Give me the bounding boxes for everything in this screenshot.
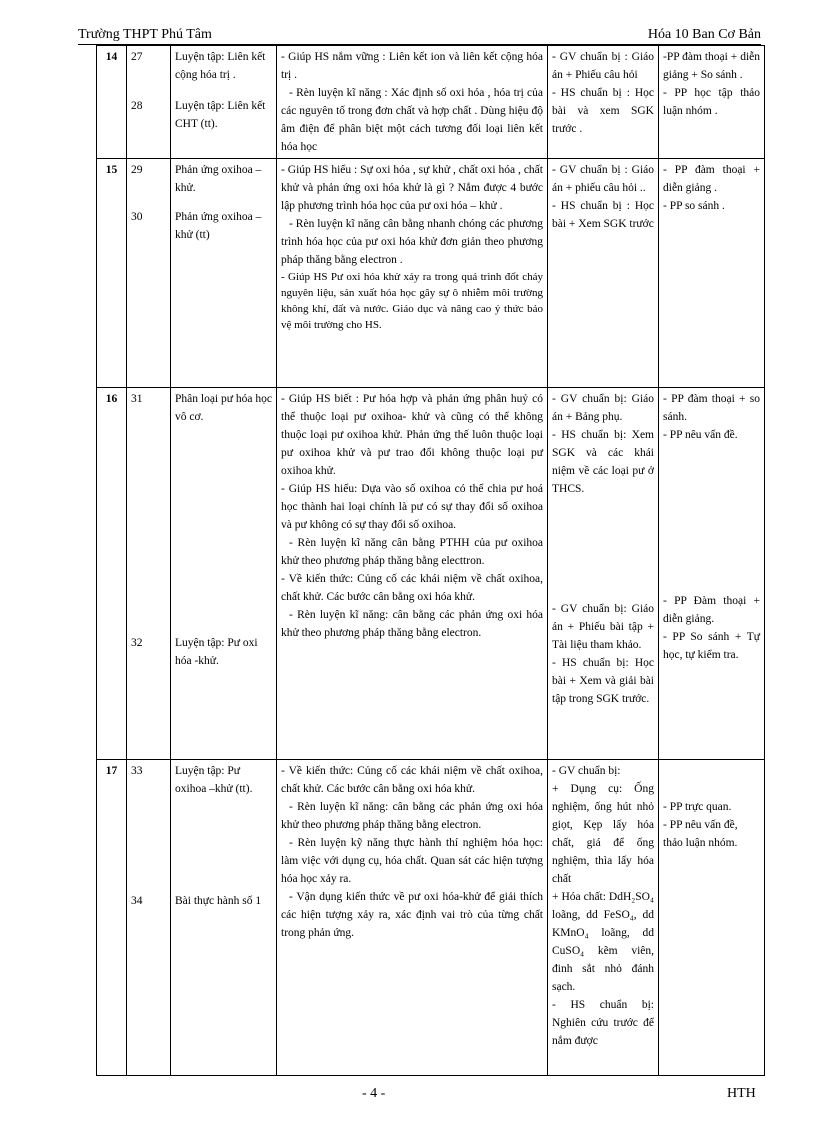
lesson-number: 34 bbox=[131, 895, 143, 907]
lesson-titles bbox=[171, 46, 277, 159]
lesson-numbers bbox=[127, 388, 171, 760]
page-header bbox=[78, 26, 761, 45]
lesson-number: 32 bbox=[131, 637, 143, 649]
lesson-title: Luyện tập: Liên kết cộng hóa trị . bbox=[175, 51, 266, 81]
lesson-title: Luyện tập: Pư oxihoa –khử (tt). bbox=[175, 765, 253, 795]
prep-text: - GV chuẩn bị : Giáo án + Phiếu câu hỏi bbox=[552, 51, 654, 81]
objective-text: - Rèn luyện kĩ năng cân bằng PTHH của pư oxihoa khử theo phương pháp thăng bằng electtron. bbox=[281, 537, 543, 567]
objective-text: - Giúp HS biết : Pư hóa hợp và phản ứng phân huỷ có thể thuộc loại pư oxihoa- khử và cũng có thể không thuộc loại pư oxihoa khử. Phản ứng thế luôn thuộc loại pư oxihoa khử và pư trao đổi không thuộc loại pư oxihoa khử. bbox=[281, 393, 543, 477]
page-number: - 4 - bbox=[362, 1086, 386, 1101]
lesson-title: Luyện tập: Pư oxi hóa -khử. bbox=[175, 637, 258, 667]
objective-text: - Rèn luyện kĩ năng: cân bằng các phản ứng oxi hóa khử theo phương pháp thăng bằng electron. bbox=[281, 609, 543, 639]
objective-text: - Giúp HS nắm vững : Liên kết ion và liên kết cộng hóa trị . bbox=[281, 51, 543, 81]
prep-text: - HS chuẩn bị: Nghiên cứu trước để nắm được bbox=[552, 999, 654, 1047]
week-number: 17 bbox=[97, 760, 127, 1076]
week-number: 14 bbox=[97, 46, 127, 159]
lesson-number: 28 bbox=[131, 100, 143, 112]
week-row bbox=[97, 760, 765, 1076]
lesson-numbers bbox=[127, 760, 171, 1076]
objective-text: - Giúp HS hiểu : Sự oxi hóa , sự khử , chất oxi hóa , chất khử và phản ứng oxi hóa khử là gì ? Nắm được 4 bước lập phương trình hóa học của pư oxi hóa – khử . bbox=[281, 164, 543, 212]
preparation bbox=[548, 46, 659, 159]
method-text: - PP học tập thảo luận nhóm . bbox=[663, 87, 760, 117]
lesson-number: 27 bbox=[131, 51, 143, 63]
objective-text: - Vận dụng kiến thức về pư oxi hóa-khử để giải thích các hiện tượng xảy ra, xác định vai trò của từng chất trong phản ứng. bbox=[281, 891, 543, 939]
lesson-title: Phản ứng oxihoa –khử (tt) bbox=[175, 211, 262, 241]
preparation bbox=[548, 760, 659, 1076]
objective-text: - Rèn luyện kĩ năng : Xác định số oxi hóa , hóa trị của các nguyên tố trong đơn chất và hợp chất . Dùng hiệu độ âm điện để phân biệt một cách tương đối loại liên kết hóa học bbox=[281, 87, 543, 153]
prep-text: - GV chuẩn bị: bbox=[552, 765, 621, 777]
method-text: - PP so sánh . bbox=[663, 200, 725, 212]
lesson-numbers bbox=[127, 46, 171, 159]
lesson-titles bbox=[171, 388, 277, 760]
course-name: Hóa 10 Ban Cơ Bản bbox=[647, 27, 761, 42]
method-text: - PP nêu vấn đề. bbox=[663, 429, 738, 441]
lesson-objectives bbox=[277, 159, 548, 388]
lesson-plan-table bbox=[96, 45, 765, 1076]
author-initials: HTH bbox=[727, 1086, 756, 1101]
teaching-methods bbox=[659, 760, 765, 1076]
objective-text: - Về kiến thức: Củng cố các khái niệm về chất oxihoa, chất khử. Các bước cân bằng oxi hóa khử. bbox=[281, 765, 543, 795]
preparation bbox=[548, 388, 659, 760]
objective-text: - Về kiến thức: Củng cố các khái niệm về chất oxihoa, chất khử. Các bước cân bằng oxi hóa khử. bbox=[281, 573, 543, 603]
prep-text: - HS chuẩn bị : Học bài và xem SGK trước . bbox=[552, 87, 654, 135]
method-text: - PP nêu vấn đề, thảo luận nhóm. bbox=[663, 819, 738, 849]
method-text: - PP đàm thoại + diễn giảng . bbox=[663, 164, 760, 194]
lesson-titles bbox=[171, 159, 277, 388]
week-row bbox=[97, 159, 765, 388]
objective-text: - Giúp HS hiểu: Dựa vào số oxihoa có thể chia pư hoá học thành hai loại chính là pư có sự thay đổi số oxihoa và pư không có sự thay đổi số oxihoa. bbox=[281, 483, 543, 531]
lesson-title: Luyện tập: Liên kết CHT (tt). bbox=[175, 100, 266, 130]
lesson-title: Bài thực hành số 1 bbox=[175, 895, 262, 907]
prep-text: - HS chuẩn bị: Xem SGK và các khái niệm về các loại pư ở THCS. bbox=[552, 429, 654, 495]
objective-text: - Rèn luyện kĩ năng: cân bằng các phản ứng oxi hóa khử theo phương pháp thăng bằng electron. bbox=[281, 801, 543, 831]
prep-text: + Dụng cụ: Ống nghiệm, ống hút nhỏ giọt, Kẹp lấy hóa chất, giá để ống nghiệm, thìa lấy hóa chất bbox=[552, 783, 654, 885]
preparation bbox=[548, 159, 659, 388]
lesson-numbers bbox=[127, 159, 171, 388]
lesson-titles bbox=[171, 760, 277, 1076]
objective-text: - Rèn luyện kỹ năng thực hành thí nghiệm hóa học: làm việc với dụng cụ, hóa chất. Quan sát các hiện tượng hóa học xảy ra. bbox=[281, 837, 543, 885]
objective-text: - Rèn luyện kĩ năng cân bằng nhanh chóng các phương trình hóa học của pư oxi hóa khử đơn giản theo phương pháp thăng bằng electron . bbox=[281, 218, 543, 266]
method-text: - PP Đàm thoại + diễn giảng. bbox=[663, 595, 760, 625]
lesson-title: Phản ứng oxihoa –khử. bbox=[175, 164, 262, 194]
method-text: - PP đàm thoại + so sánh. bbox=[663, 393, 760, 423]
lesson-objectives bbox=[277, 46, 548, 159]
week-number: 15 bbox=[97, 159, 127, 388]
lesson-number: 33 bbox=[131, 765, 143, 777]
lesson-title: Phân loại pư hóa học vô cơ. bbox=[175, 393, 272, 423]
week-number: 16 bbox=[97, 388, 127, 760]
week-row bbox=[97, 388, 765, 760]
teaching-methods bbox=[659, 159, 765, 388]
week-row bbox=[97, 46, 765, 159]
lesson-objectives bbox=[277, 760, 548, 1076]
prep-text: - GV chuẩn bị: Giáo án + Phiếu bài tập + Tài liệu tham khảo. bbox=[552, 603, 654, 651]
teaching-methods bbox=[659, 388, 765, 760]
school-name: Trường THPT Phú Tâm bbox=[78, 27, 212, 42]
lesson-number: 29 bbox=[131, 164, 143, 176]
objective-text: - Giúp HS Pư oxi hóa khử xảy ra trong quá trình đốt cháy nguyên liệu, sản xuất hóa học gây sự ô nhiễm môi trường không khí, đất và nước. Giáo dục và nâng cao ý thức bảo vệ môi trường cho HS. bbox=[281, 271, 543, 331]
method-text: -PP đàm thoại + diễn giảng + So sánh . bbox=[663, 51, 760, 81]
method-text: - PP trực quan. bbox=[663, 801, 732, 813]
teaching-methods bbox=[659, 46, 765, 159]
prep-text: - GV chuẩn bị: Giáo án + Bảng phụ. bbox=[552, 393, 654, 423]
lesson-number: 31 bbox=[131, 393, 143, 405]
lesson-objectives bbox=[277, 388, 548, 760]
prep-text: + Hóa chất: DdH₂SO₄ loãng, dd FeSO₄, dd KMnO₄ loãng, dd CuSO₄ kẽm viên, đinh sắt nhỏ đánh sạch. bbox=[552, 891, 654, 993]
prep-text: - HS chuẩn bị : Học bài + Xem SGK trước bbox=[552, 200, 654, 230]
prep-text: - HS chuẩn bị: Học bài + Xem và giải bài tập trong SGK trước. bbox=[552, 657, 654, 705]
method-text: - PP So sánh + Tự học, tự kiểm tra. bbox=[663, 631, 760, 661]
prep-text: - GV chuẩn bị : Giáo án + phiếu câu hỏi .. bbox=[552, 164, 654, 194]
lesson-number: 30 bbox=[131, 211, 143, 223]
